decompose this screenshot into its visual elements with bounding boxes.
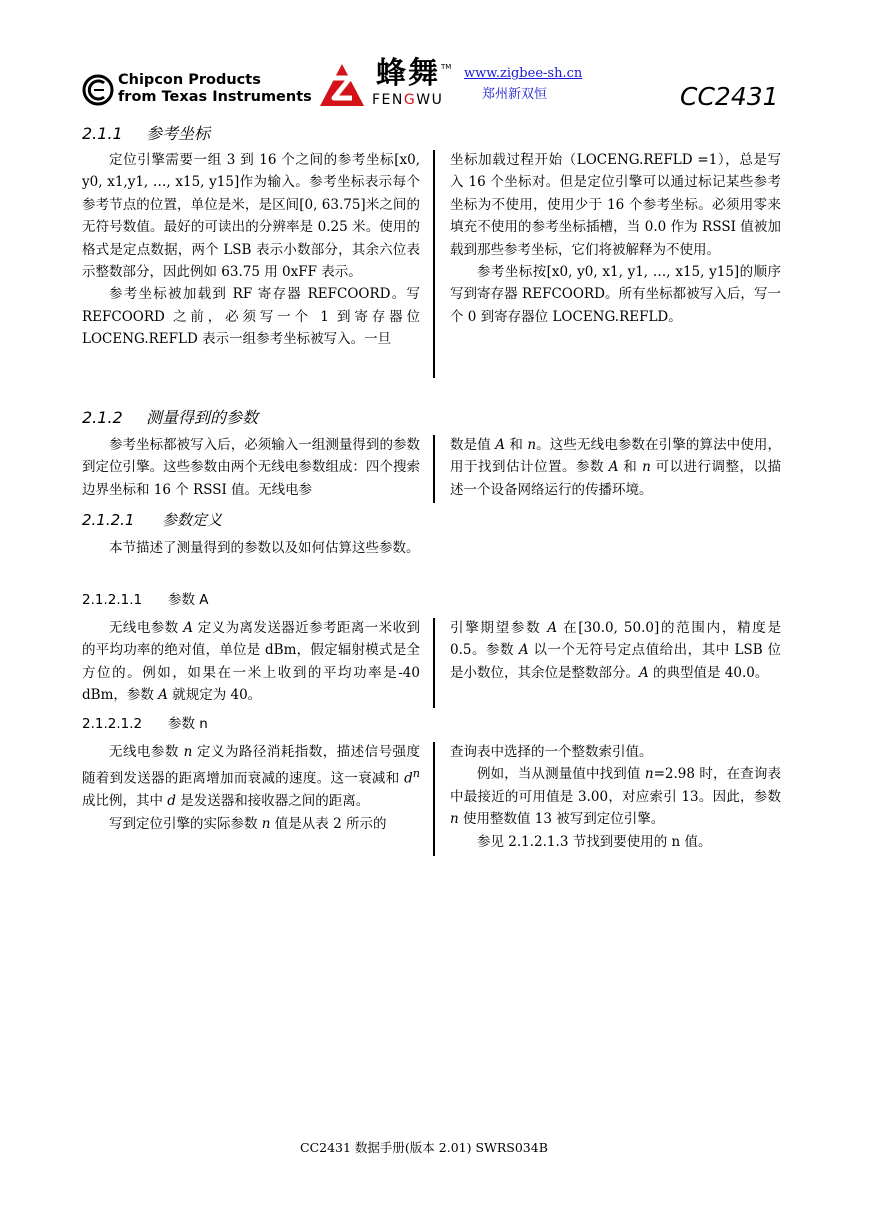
text-run: 定义为路径消耗指数，描述信号强度随着到发送器的距离增加而衰减的速度。这一衰减和	[82, 744, 420, 787]
chipcon-line1: Chipcon Products	[118, 72, 261, 88]
section-number: 2.1.2	[82, 408, 123, 427]
column-divider	[433, 435, 435, 503]
text-run: =2.98 时，在查询表中最接近的可用值是 3.00，对应索引 13。因此，参数	[450, 766, 781, 805]
column-right	[450, 434, 781, 501]
section-number: 2.1.2.1	[82, 511, 135, 529]
text-run: 使用整数值 13 被写到定位引擎。	[458, 811, 665, 828]
text-run: 的典型值是 40.0。	[648, 664, 769, 681]
chipcon-company-text	[118, 72, 312, 106]
text-run: 在[30.0, 50.0]的范围内，精度是 0.5。参数	[450, 620, 781, 659]
section-title: 参考坐标	[146, 124, 211, 143]
paragraph: 定位引擎需要一组 3 到 16 个之间的参考坐标[x0, y0, x1,y1, …, x15, y15]作为输入。参考坐标表示每个参考节点的位置，单位是米，是区间[0, 63.75]米之间的无符号数值。最好的可读出的分辨率是 0.25 米。使用的格式是定点数据，两个 LSB 表示小数部分，其余六位表示整数部分，因此例如 63.75 用 0xFF 表示。	[82, 152, 420, 281]
paragraph: 参考坐标被加载到 RF 寄存器 REFCOORD。写 REFCOORD 之前，必须写一个 1 到寄存器位 LOCENG.REFLD 表示一组参考坐标被写入。一旦	[82, 286, 420, 348]
brand-en-part3: WU	[416, 92, 444, 108]
section-number: 2.1.2.1.1	[82, 592, 143, 608]
paragraph: 参考坐标按[x0, y0, x1, y1, …, x15, y15]的顺序写到寄存器 REFCOORD。所有坐标都被写入后，写一个 0 到寄存器位 LOCENG.REFLD。	[450, 264, 781, 325]
symbol-d: d	[404, 770, 413, 787]
brand-name-cn: 蜂舞	[376, 56, 440, 91]
symbol-A: A	[547, 620, 558, 636]
section-title: 参数 n	[168, 716, 208, 732]
paragraph: 参考坐标都被写入后，必须输入一组测量得到的参数到定位引擎。这些参数由两个无线电参数组成：四个搜索边界坐标和 16 个 RSSI 值。无线电参	[82, 437, 420, 498]
paragraph	[82, 741, 420, 813]
section-title: 参数 A	[168, 592, 209, 608]
text-run: 写到定位引擎的实际参数	[109, 815, 262, 832]
symbol-A: A	[639, 664, 649, 681]
paragraph: 坐标加载过程开始（LOCENG.REFLD =1），总是写入 16 个坐标对。但是定位引擎可以通过标记某些参考坐标为不使用，使用少于 16 个参考坐标。必须用零来填充不使用的参考坐标插槽，当 0.0 作为 RSSI 值被加载到那些参考坐标，它们将被解释为不使用。	[450, 152, 781, 258]
symbol-A: A	[183, 620, 194, 636]
brand-en-part2: G	[403, 92, 417, 108]
section-title: 测量得到的参数	[146, 408, 259, 427]
text-run: 无线电参数	[109, 744, 184, 760]
text-run: 例如，当从测量值中找到值	[477, 766, 645, 783]
section-number: 2.1.1	[82, 124, 123, 143]
column-left	[82, 149, 420, 351]
paragraph: 本节描述了测量得到的参数以及如何估算这些参数。	[109, 540, 420, 556]
symbol-A: A	[495, 437, 505, 453]
superscript-n: n	[412, 767, 420, 781]
symbol-n: n	[261, 815, 271, 832]
chipcon-logo-icon	[82, 74, 114, 106]
text-run: 定义为离发送器近参考距离一米收到的平均功率的绝对值，单位是 dBm，假定辐射模式是全方位的。例如，如果在一米上收到的平均功率是-40 dBm，参数	[82, 620, 420, 704]
column-divider	[433, 618, 435, 708]
section-heading-parameter-a	[82, 590, 209, 610]
column-divider	[433, 150, 435, 378]
column-left	[82, 537, 420, 559]
brand-name-en	[372, 92, 443, 108]
column-left	[82, 617, 420, 707]
column-right	[450, 149, 781, 328]
paragraph	[82, 813, 420, 835]
model-title: CC2431	[680, 82, 779, 111]
paragraph	[450, 763, 781, 830]
paragraph	[450, 617, 781, 684]
section-title: 参数定义	[162, 511, 223, 529]
fengwu-logo-icon	[318, 62, 366, 108]
text-run: 就规定为 40。	[167, 687, 262, 704]
section-heading-2-1-2	[82, 407, 258, 429]
text-run: 数是值	[450, 437, 496, 453]
symbol-n: n	[527, 437, 537, 453]
text-run: 和	[504, 437, 528, 453]
section-heading-parameter-n	[82, 714, 208, 734]
section-heading-2-1-2-1	[82, 509, 222, 531]
company-name: 郑州新双恒	[482, 87, 548, 102]
text-run: 是发送器和接收器之间的距离。	[175, 793, 370, 810]
chipcon-line2: from Texas Instruments	[118, 89, 312, 105]
column-right	[450, 741, 781, 853]
website-link[interactable]: www.zigbee-sh.cn	[464, 66, 583, 81]
text-run: 值是从表 2 所示的	[270, 815, 387, 832]
symbol-n: n	[642, 459, 651, 476]
paragraph	[450, 434, 781, 501]
chipcon-logo-block	[82, 72, 322, 112]
text-run: 。这些无线电参数在引擎的算法中使用，用于找到估计位置。参数	[450, 437, 781, 476]
section-number: 2.1.2.1.2	[82, 716, 143, 732]
symbol-d: d	[167, 793, 176, 810]
text-run: 以一个无符号定点值给出，其中 LSB 位是小数位，其余位是整数部分。	[450, 642, 781, 681]
symbol-n: n	[450, 811, 459, 828]
column-right	[450, 617, 781, 684]
brand-en-part1: FEN	[372, 92, 404, 108]
page-footer: CC2431 数据手册(版本 2.01) SWRS034B	[300, 1140, 548, 1155]
text-run: 无线电参数	[109, 620, 184, 636]
section-heading-2-1-1	[82, 123, 210, 145]
text-run: 和	[618, 459, 643, 476]
symbol-n: n	[644, 766, 654, 783]
symbol-n: n	[183, 744, 193, 760]
symbol-A: A	[158, 687, 168, 704]
text-run: 成比例，其中	[82, 793, 168, 810]
paragraph	[82, 617, 420, 707]
symbol-A: A	[518, 642, 529, 659]
column-left	[82, 741, 420, 835]
column-left	[82, 434, 420, 501]
symbol-A: A	[608, 459, 619, 476]
paragraph: 参见 2.1.2.1.3 节找到要使用的 n 值。	[477, 833, 712, 850]
paragraph: 查询表中选择的一个整数索引值。	[450, 744, 653, 760]
text-run: 引擎期望参数	[450, 620, 548, 636]
text-run: 可以进行调整，以描述一个设备网络运行的传播环境。	[450, 459, 782, 498]
brand-trademark: TM	[441, 63, 452, 71]
column-divider	[433, 742, 435, 856]
